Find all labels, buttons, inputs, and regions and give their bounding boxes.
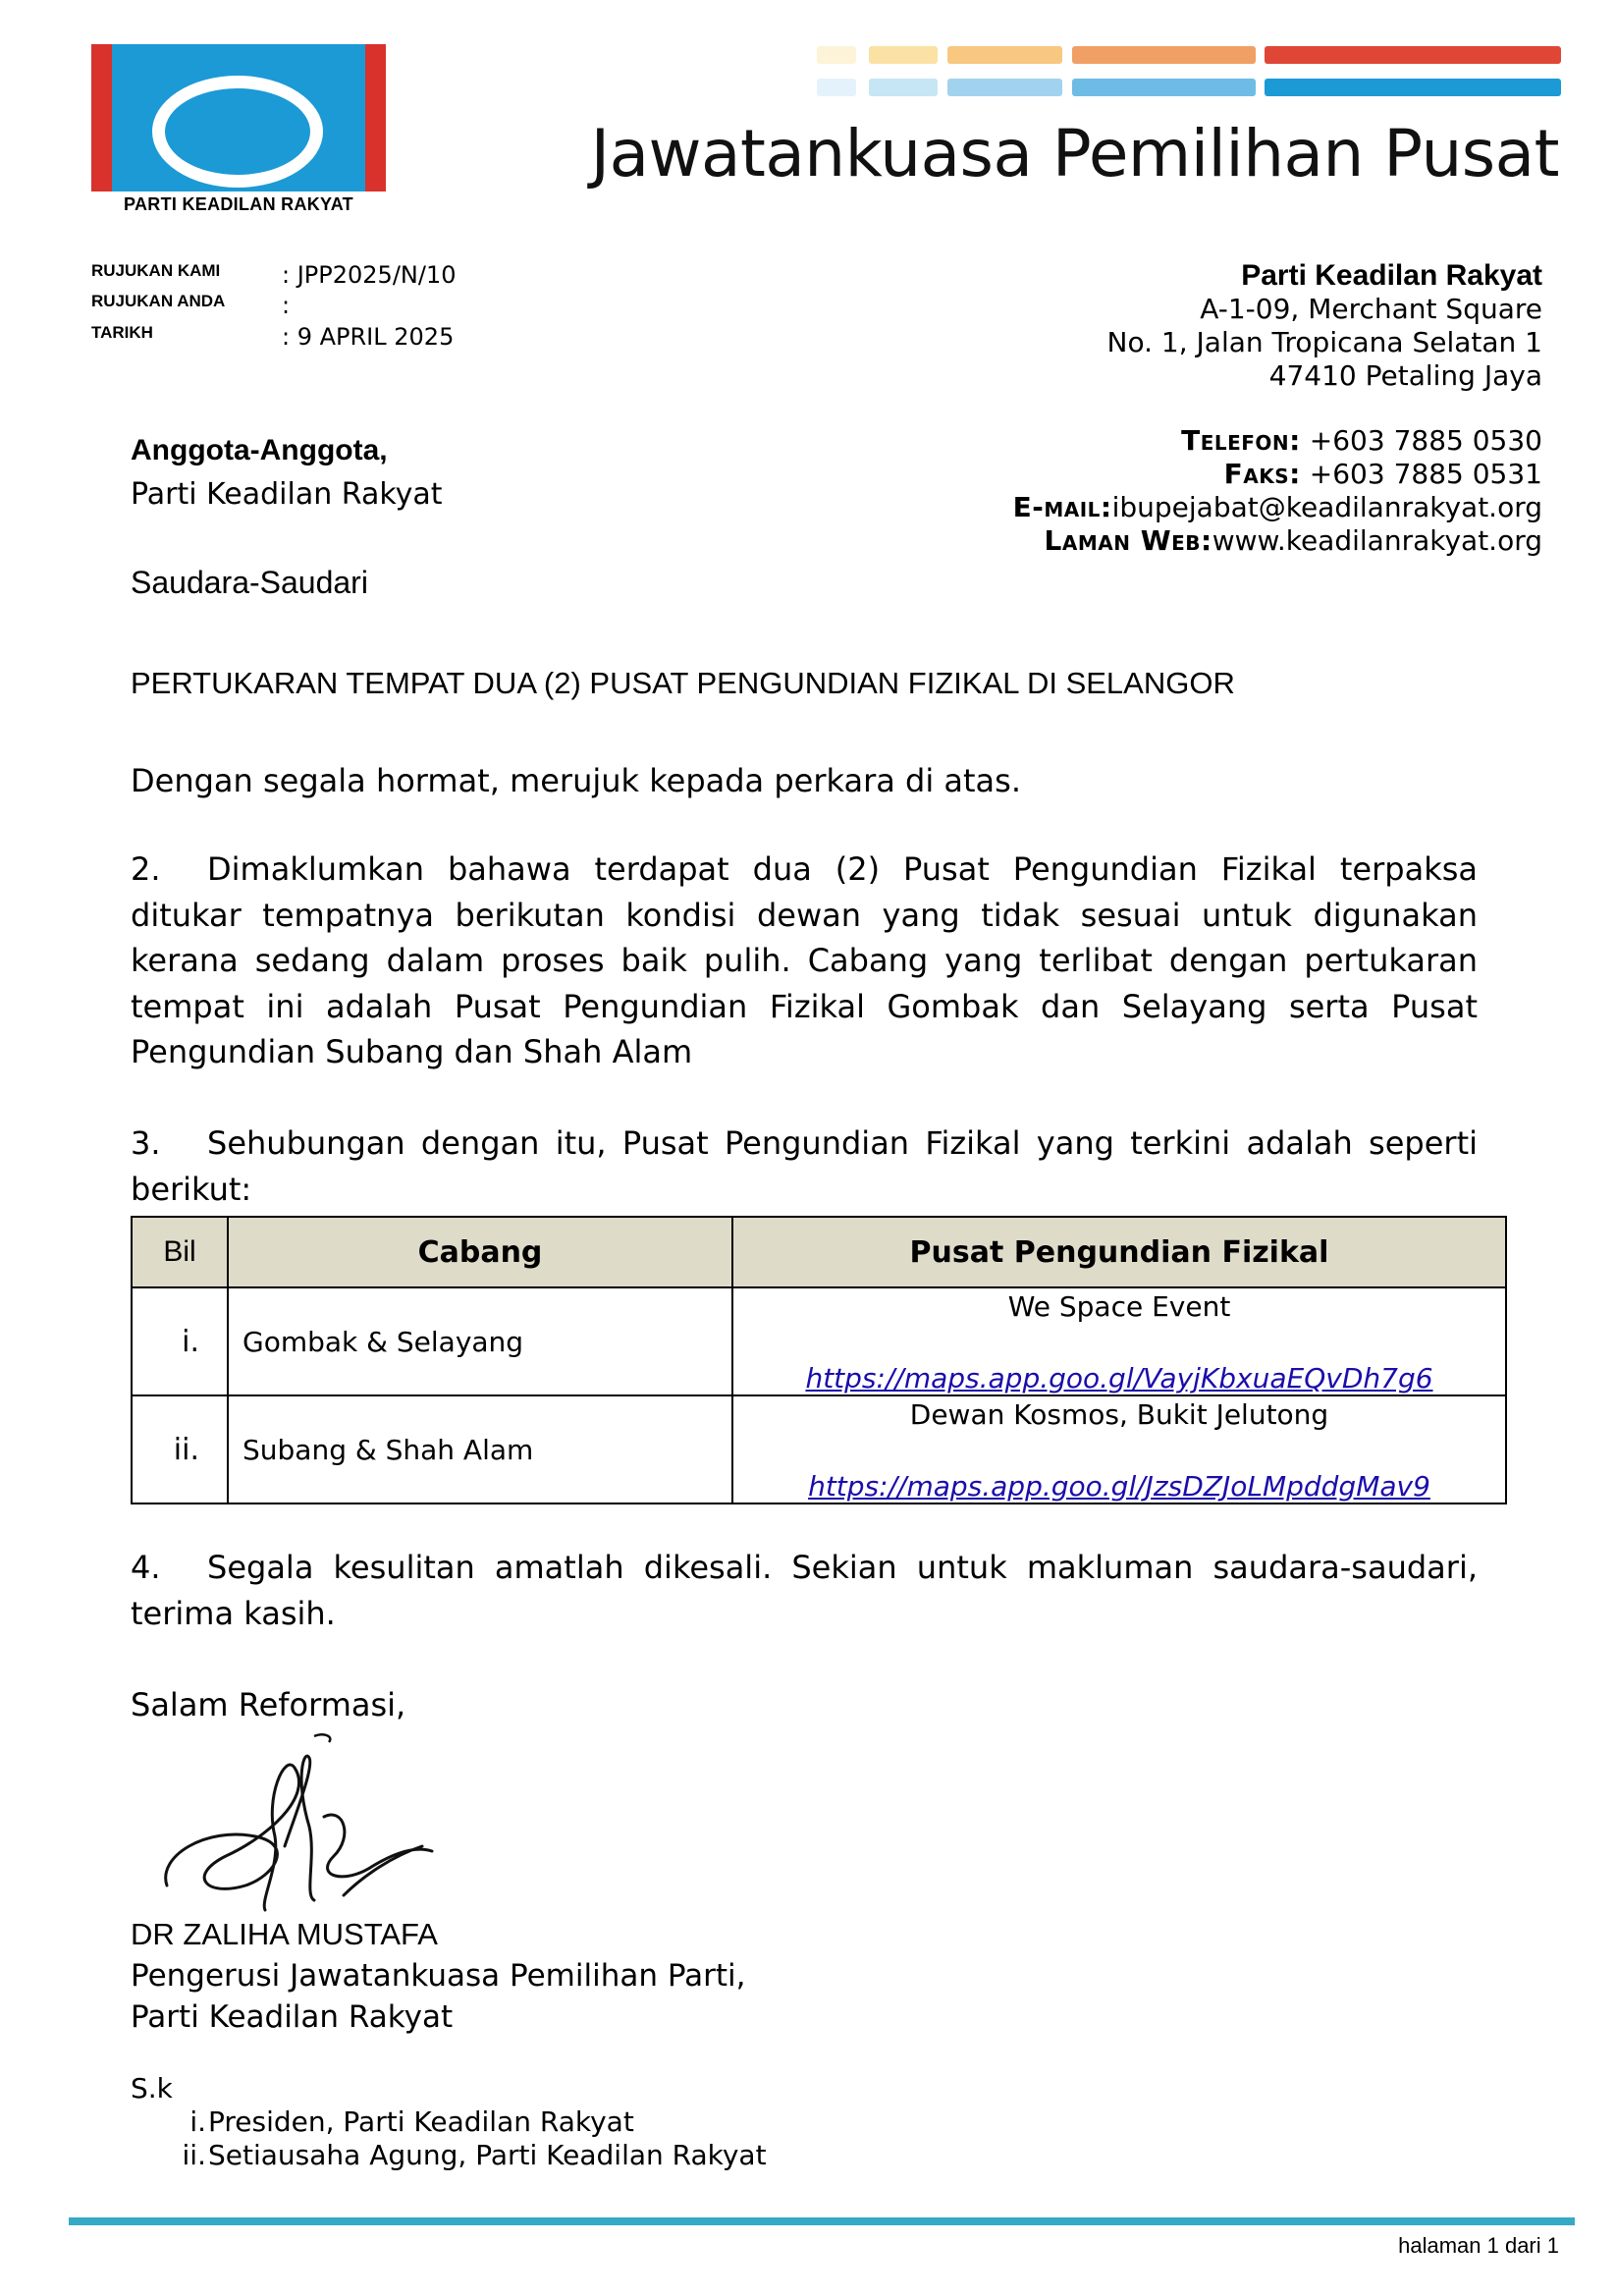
paragraph-3: 3. Sehubungan dengan itu, Pusat Pengundian Fizikal yang terkini adalah seperti berikut: (131, 1121, 1478, 1212)
logo-flag (91, 44, 386, 191)
paragraph-2-number: 2. (131, 850, 161, 888)
cc-label: S.k (131, 2072, 173, 2105)
your-ref-value: : (282, 292, 291, 319)
row-bil: ii. (132, 1395, 228, 1503)
row-cabang: Subang & Shah Alam (228, 1395, 732, 1503)
row-pusat (732, 1395, 1506, 1503)
paragraph-1: Dengan segala hormat, merujuk kepada perkara di atas. (131, 762, 1021, 799)
sender-address-3: 47410 Petaling Jaya (1268, 359, 1542, 392)
page-number: halaman 1 dari 1 (1398, 2233, 1559, 2258)
map-link[interactable]: https://maps.app.goo.gl/JzsDZJoLMpddgMav9 (808, 1470, 1430, 1503)
signatory-title-1: Pengerusi Jawatankuasa Pemilihan Parti, (131, 1958, 746, 1994)
paragraph-2: 2. Dimaklumkan bahawa terdapat dua (2) Pusat Pengundian Fizikal terpaksa ditukar tempatnya berikutan kondisi dewan yang tidak sesuai untuk digunakan kerana sedang dalam proses baik pulih. Cabang yang terlibat dengan pertukaran tempat ini adalah Pusat Pengundian Fizikal Gombak dan Selayang serta Pusat Pengundian Subang dan Shah Alam (131, 847, 1478, 1075)
letter-subject: PERTUKARAN TEMPAT DUA (2) PUSAT PENGUNDIAN FIZIKAL DI SELANGOR (131, 666, 1235, 700)
cc-item: Presiden, Parti Keadilan Rakyat (208, 2105, 634, 2138)
sender-address-1: A-1-09, Merchant Square (1200, 293, 1542, 325)
polling-place-name: Dewan Kosmos, Bukit Jelutong (909, 1398, 1329, 1431)
date-value: : 9 APRIL 2025 (282, 323, 455, 351)
map-link[interactable]: https://maps.app.goo.gl/VayjKbxuaEQvDh7g6 (805, 1362, 1433, 1394)
table-row (132, 1395, 1506, 1503)
footer-divider (69, 2217, 1575, 2225)
your-ref-label: RUJUKAN ANDA (91, 292, 226, 310)
sender-website[interactable]: Laman Web:www.keadilanrakyat.org (1044, 524, 1542, 557)
sender-address-2: No. 1, Jalan Tropicana Selatan 1 (1106, 326, 1542, 358)
header-cabang: Cabang (228, 1217, 732, 1287)
paragraph-4-number: 4. (131, 1549, 161, 1586)
sender-name: Parti Keadilan Rakyat (1241, 259, 1542, 292)
header-pusat: Pusat Pengundian Fizikal (732, 1217, 1506, 1287)
polling-centres-table (131, 1216, 1507, 1504)
date-label: TARIKH (91, 323, 153, 342)
cc-item: Setiausaha Agung, Parti Keadilan Rakyat (208, 2139, 767, 2171)
logo-eye-icon (152, 76, 323, 188)
cc-item-number: ii. (182, 2139, 206, 2171)
table-header-row (132, 1217, 1506, 1287)
sender-fax: Faks: +603 7885 0531 (1223, 458, 1542, 490)
row-pusat (732, 1287, 1506, 1395)
header-title: Jawatankuasa Pemilihan Pusat (590, 116, 1559, 191)
row-bil: i. (132, 1287, 228, 1395)
recipient-line-2: Parti Keadilan Rakyat (131, 477, 443, 512)
signatory-name: DR ZALIHA MUSTAFA (131, 1917, 438, 1951)
sender-email[interactable]: E-mail:ibupejabat@keadilanrakyat.org (1012, 491, 1542, 523)
salutation: Saudara-Saudari (131, 565, 368, 600)
row-cabang: Gombak & Selayang (228, 1287, 732, 1395)
party-logo (91, 44, 386, 221)
our-ref-label: RUJUKAN KAMI (91, 261, 221, 280)
polling-place-name: We Space Event (1007, 1290, 1231, 1323)
sender-phone: Telefon: +603 7885 0530 (1181, 424, 1542, 457)
our-ref-value: : JPP2025/N/10 (282, 261, 457, 289)
paragraph-3-number: 3. (131, 1124, 161, 1162)
signatory-title-2: Parti Keadilan Rakyat (131, 1999, 454, 2035)
header-bil: Bil (132, 1217, 228, 1287)
logo-party-name: PARTI KEADILAN RAKYAT (124, 194, 353, 214)
closing: Salam Reformasi, (131, 1686, 406, 1723)
table-row (132, 1287, 1506, 1395)
paragraph-4: 4. Segala kesulitan amatlah dikesali. Sekian untuk makluman saudara-saudari, terima kasih. (131, 1545, 1478, 1636)
signature (147, 1728, 452, 1925)
recipient-line-1: Anggota-Anggota, (131, 434, 388, 466)
cc-item-number: i. (189, 2105, 206, 2138)
